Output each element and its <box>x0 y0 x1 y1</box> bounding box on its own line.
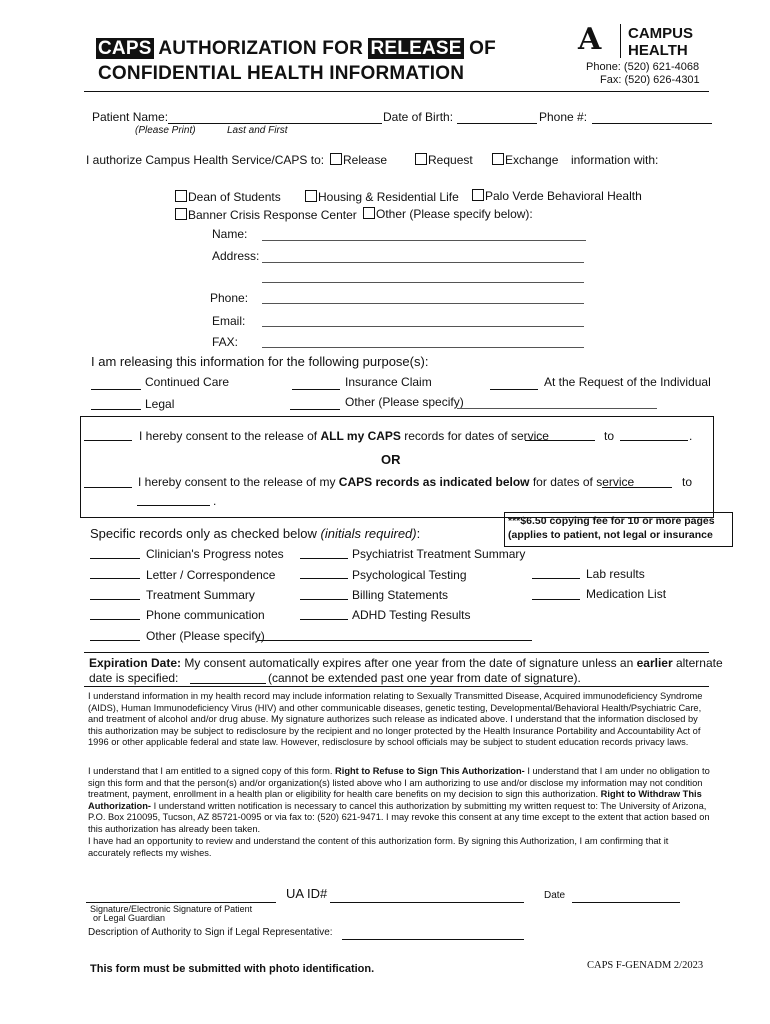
indicated-records-statement: I hereby consent to the release of my CAPS records as indicated below for dates of service <box>138 475 635 489</box>
other-record-specify-field[interactable] <box>258 640 532 641</box>
legal-label: Legal <box>145 397 175 411</box>
all-records-to-field[interactable] <box>620 440 688 441</box>
progress-notes-field[interactable] <box>90 558 140 559</box>
letter-field[interactable] <box>90 578 140 579</box>
recipient-fax-label: FAX: <box>212 335 239 349</box>
expiration-top-rule <box>84 652 709 653</box>
other-recipient-checkbox[interactable]: Other (Please specify below): <box>363 207 533 221</box>
all-records-from-field[interactable] <box>525 440 595 441</box>
legal-paragraph-1: I understand information in my health record may include information relating to Sexually Transmitted Disease, Acquired immunodeficiency Syndrome (AIDS), Human Immunodeficiency Virus (HIV) and other communicable diseases, genetic testing, Developmental/Behavioral Health/Psychiatric Care, and treatment of alcohol and/or drug abuse. My signature authorizes such release as indicated above. I understand that the information disclosed by this authorization may be subject to redisclosure by the recipient and no longer protected by the Health Insurance Portability and Accountability Act of 1996 or other applicable federal and state law. However, redisclosure by school officials may be subject to student education records privacy laws. <box>88 691 703 748</box>
patient-phone-field[interactable] <box>592 123 712 124</box>
all-records-statement: I hereby consent to the release of ALL my CAPS records for dates of service <box>139 429 549 443</box>
record-item-col2: Psychiatrist Treatment Summary <box>352 547 526 561</box>
all-records-initials-field[interactable] <box>84 440 132 441</box>
continued-care-field[interactable] <box>91 389 141 390</box>
or-separator: OR <box>381 452 401 467</box>
recipient-name-field[interactable] <box>262 240 586 241</box>
fee-line-2: (applies to patient, not legal or insurance <box>508 529 713 541</box>
adhd-testing-field[interactable] <box>300 619 348 620</box>
recipient-phone-field[interactable] <box>262 303 584 304</box>
patient-phone-label: Phone #: <box>539 110 588 124</box>
housing-checkbox[interactable]: Housing & Residential Life <box>305 190 459 204</box>
ua-id-label: UA ID# <box>286 886 328 901</box>
ua-id-field[interactable] <box>330 902 524 903</box>
last-first-hint: Last and First <box>227 125 288 136</box>
recipient-fax-field[interactable] <box>262 347 584 348</box>
other-purpose-field[interactable] <box>290 409 340 410</box>
legal-paragraph-3: I have had an opportunity to review and understand the content of this authorization form. By signing this Authorization, I am confirming that it accurately reflects my wishes. <box>88 836 669 858</box>
info-with-label: information with: <box>571 153 659 167</box>
record-item-col1: Phone communication <box>146 608 265 622</box>
expiration-date-label: date is specified: <box>89 671 179 685</box>
signature-date-field[interactable] <box>572 902 680 903</box>
record-item-col2: Billing Statements <box>352 588 449 602</box>
form-title-line2: CONFIDENTIAL HEALTH INFORMATION <box>98 63 465 84</box>
record-item-col1: Clinician's Progress notes <box>146 547 284 561</box>
date-label: Date <box>544 890 566 901</box>
phone-communication-field[interactable] <box>90 619 140 620</box>
other-record-label: Other (Please specify) <box>146 629 265 643</box>
indicated-records-to-label: to <box>682 475 693 489</box>
continued-care-label: Continued Care <box>145 375 230 389</box>
expiration-date-field[interactable] <box>190 683 266 684</box>
insurance-field[interactable] <box>292 389 340 390</box>
recipient-phone-label: Phone: <box>210 291 249 305</box>
recipient-email-label: Email: <box>212 314 246 328</box>
print-hint: (Please Print) <box>135 125 196 136</box>
release-checkbox[interactable]: Release <box>330 153 387 167</box>
signature-label-1: Signature/Electronic Signature of Patient <box>90 904 253 914</box>
exchange-checkbox[interactable]: Exchange <box>492 153 558 167</box>
recipient-address-field[interactable] <box>262 262 584 263</box>
specific-records-heading: Specific records only as checked below (initials required): <box>90 526 421 541</box>
record-item-col2: Psychological Testing <box>352 568 467 582</box>
header-fax: Fax: (520) 626-4301 <box>600 74 700 86</box>
header-rule <box>84 91 709 92</box>
purpose-heading: I am releasing this information for the following purpose(s): <box>91 354 429 369</box>
authority-label: Description of Authority to Sign if Legal Representative: <box>88 927 333 938</box>
dob-label: Date of Birth: <box>383 110 454 124</box>
record-item-col3: Lab results <box>586 567 645 581</box>
dean-checkbox[interactable]: Dean of Students <box>175 190 281 204</box>
fee-line-1: ***$6.50 copying fee for 10 or more pages <box>508 515 715 527</box>
all-records-to-label: to <box>604 429 615 443</box>
expiration-note: (cannot be extended past one year from date of signature). <box>268 671 581 685</box>
dob-field[interactable] <box>457 123 537 124</box>
signature-field[interactable] <box>86 902 276 903</box>
patient-name-field[interactable] <box>168 123 382 124</box>
photo-id-note: This form must be submitted with photo identification. <box>90 963 375 975</box>
recipient-email-field[interactable] <box>262 326 584 327</box>
form-title: CAPS AUTHORIZATION FOR RELEASE OF <box>98 38 496 59</box>
other-purpose-specify-field[interactable] <box>457 408 657 409</box>
recipient-address-label: Address: <box>212 249 260 263</box>
legal-field[interactable] <box>91 409 141 410</box>
psychiatrist-summary-field[interactable] <box>300 558 348 559</box>
record-item-col1: Treatment Summary <box>146 588 255 602</box>
treatment-summary-field[interactable] <box>90 599 140 600</box>
record-item-col2: ADHD Testing Results <box>352 608 471 622</box>
authority-field[interactable] <box>342 939 524 940</box>
university-a-logo-icon: A <box>578 22 601 57</box>
legal-paragraph-2: I understand that I am entitled to a signed copy of this form. Right to Refuse to Sign This Authorization- I understand that I am under no obligation to sign this form and that the person(s) and/or organization(s) listed above who I am authorizing to use and/or disclose my information may not condition treatment, payment, enrollment in a health plan or eligibility for health care benefits on my decision to sign this authorization. Right to Withdraw This Authorization- I understand written notification is necessary to cancel this authorization by submitting my written request to: The University of Arizona, P.O. Box 210095, Tucson, AZ 85721-0095 or via fax to: (520) 621-9471. I may revoke this consent at any time except to the extent that action based on this authorization has already been taken. <box>88 766 710 834</box>
expiration-line1: Expiration Date: My consent automatically expires after one year from the date of signature unless an earlier alternate <box>89 656 723 670</box>
lab-results-field[interactable] <box>532 578 580 579</box>
indicated-records-initials-field[interactable] <box>84 487 132 488</box>
medication-list-field[interactable] <box>532 599 580 600</box>
other-record-field[interactable] <box>90 640 140 641</box>
expiration-bottom-rule <box>84 686 709 687</box>
palo-verde-checkbox[interactable]: Palo Verde Behavioral Health <box>472 189 642 203</box>
record-item-col3: Medication List <box>586 587 667 601</box>
other-purpose-label: Other (Please specify) <box>345 395 464 409</box>
request-checkbox[interactable]: Request <box>415 153 473 167</box>
record-item-col1: Letter / Correspondence <box>146 568 276 582</box>
billing-field[interactable] <box>300 599 348 600</box>
request-individual-field[interactable] <box>490 389 538 390</box>
signature-label-2: or Legal Guardian <box>93 913 166 923</box>
header-phone: Phone: (520) 621-4068 <box>586 61 700 73</box>
request-individual-label: At the Request of the Individual <box>544 375 711 389</box>
indicated-records-from-field[interactable] <box>602 487 672 488</box>
insurance-label: Insurance Claim <box>345 375 432 389</box>
form-id: CAPS F-GENADM 2/2023 <box>587 960 704 971</box>
psych-testing-field[interactable] <box>300 578 348 579</box>
recipient-address-field-2[interactable] <box>262 282 584 283</box>
patient-name-label: Patient Name: <box>92 110 169 124</box>
banner-checkbox[interactable]: Banner Crisis Response Center <box>175 208 357 222</box>
recipient-name-label: Name: <box>212 227 248 241</box>
indicated-records-to-field[interactable] <box>137 505 210 506</box>
authorize-lead: I authorize Campus Health Service/CAPS to: <box>86 153 325 167</box>
